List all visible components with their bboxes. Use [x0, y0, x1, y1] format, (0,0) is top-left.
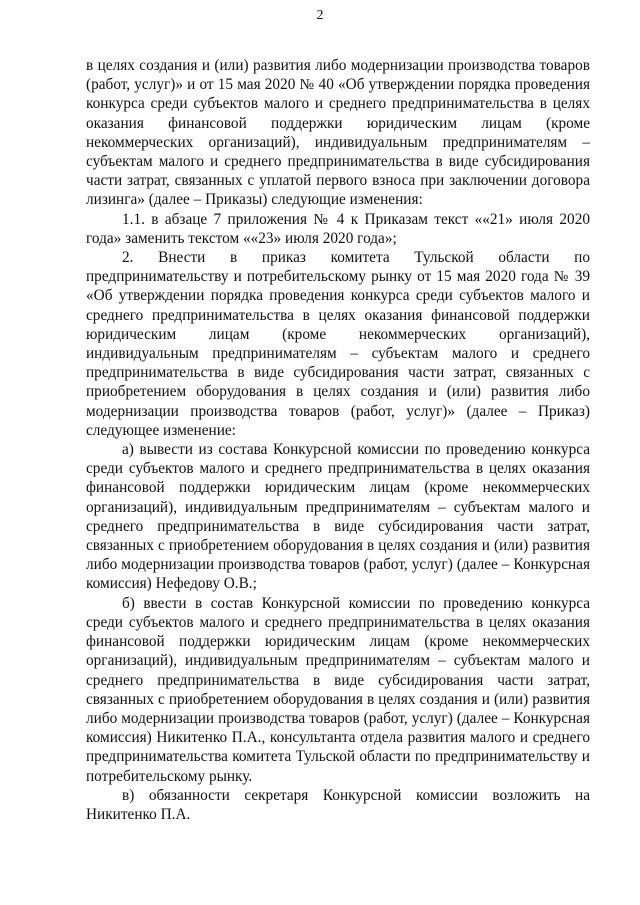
paragraph-item-a: а) вывести из состава Конкурсной комиссии по проведению конкурса среди субъектов малого и среднего предпринимательства в целях оказания финансовой поддержки юридическим лицам (кроме некоммерческих организаций), индивидуальным предпринимателям – субъектам малого и среднего предпринимательства в виде субсидирования части затрат, связанных с приобретением оборудования в целях создания и (или) развития либо модернизации производства товаров (работ, услуг) (далее – Конкурсная комиссия) Нефедову О.В.;: [86, 441, 590, 593]
paragraph-item-2: 2. Внести в приказ комитета Тульской области по предпринимательству и потребительскому рынку от 15 мая 2020 года № 39 «Об утверждении порядка проведения конкурса среди субъектов малого и среднего предпринимательства в целях оказания финансовой поддержки юридическим лицам (кроме некоммерческих организаций), индивидуальным предпринимателям – субъектам малого и среднего предпринимательства в виде субсидирования части затрат, связанных с приобретением оборудования в целях создания и (или) развития либо модернизации производства товаров (работ, услуг)» (далее – Приказ) следующее изменение:: [86, 249, 590, 439]
paragraph-item-b: б) ввести в состав Конкурсной комиссии по проведению конкурса среди субъектов малого и среднего предпринимательства в целях оказания финансовой поддержки юридическим лицам (кроме некоммерческих организаций), индивидуальным предпринимателям – субъектам малого и среднего предпринимательства в виде субсидирования части затрат, связанных с приобретением оборудования в целях создания и (или) развития либо модернизации производства товаров (работ, услуг) (далее – Конкурсная комиссия) Никитенко П.А., консультанта отдела развития малого и среднего предпринимательства комитета Тульской области по предпринимательству и потребительскому рынку.: [86, 594, 590, 785]
paragraph-continuation: в целях создания и (или) развития либо модернизации производства товаров (работ, услуг)» и от 15 мая 2020 № 40 «Об утверждении порядка проведения конкурса среди субъектов малого и среднего предпринимательства в целях оказания финансовой поддержки юридическим лицам (кроме некоммерческих организаций), индивидуальным предпринимателям – субъектам малого и среднего предпринимательства в виде субсидирования части затрат, связанных с уплатой первого взноса при заключении договора лизинга» (далее – Приказы) следующие изменения:: [86, 57, 590, 209]
paragraph-item-c: в) обязанности секретаря Конкурсной комиссии возложить на Никитенко П.А.: [86, 786, 590, 823]
page-number: 2: [316, 8, 324, 23]
document-body: [86, 56, 590, 824]
paragraph-item-1-1: 1.1. в абзаце 7 приложения № 4 к Приказам текст ««21» июля 2020 года» заменить текстом ««23» июля 2020 года»;: [86, 210, 590, 247]
